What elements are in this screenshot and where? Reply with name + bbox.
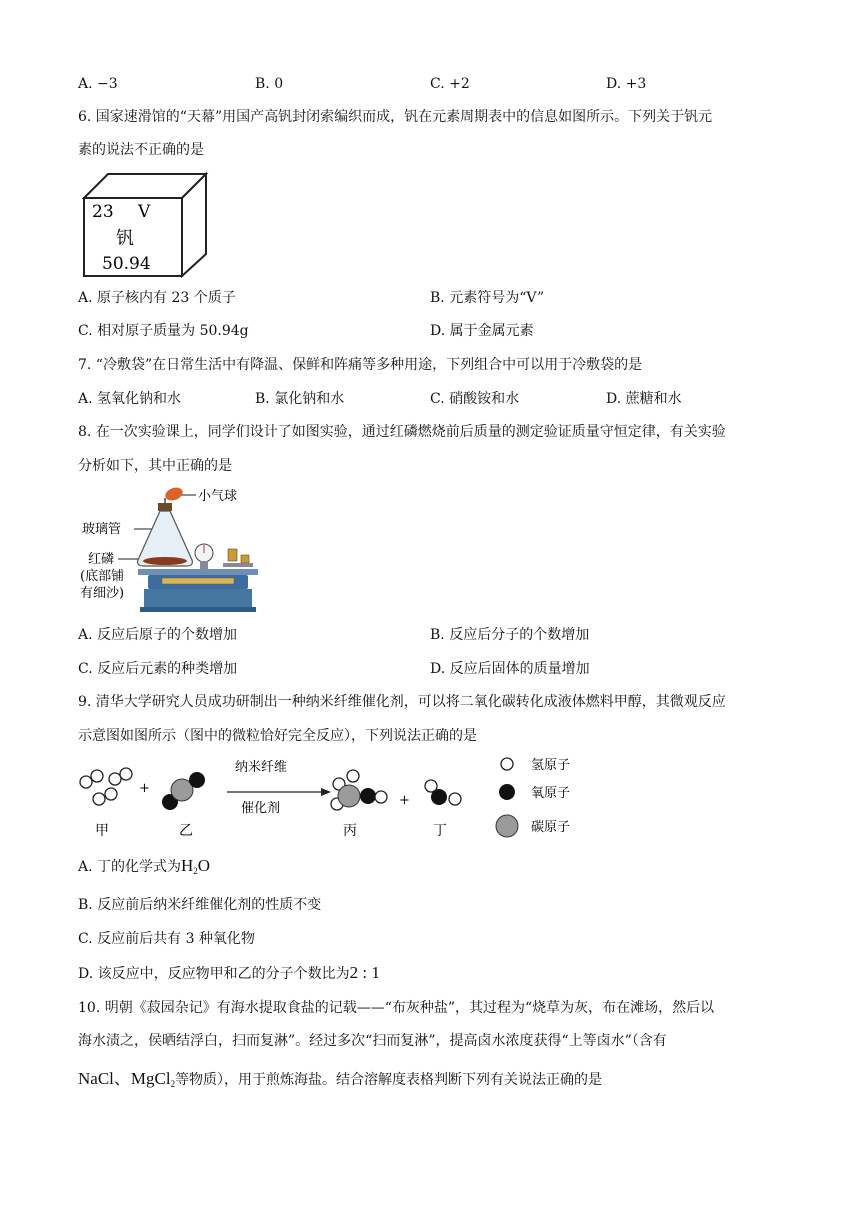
element-cell-figure: [80, 170, 210, 280]
label-tube: 玻璃管: [82, 522, 122, 537]
q9-option-a: [78, 856, 210, 881]
arrow-label-bottom: 催化剂: [241, 801, 281, 816]
element-symbol: V: [138, 202, 151, 222]
q5-option-d: D. +3: [606, 76, 647, 92]
reaction-micro-figure: [75, 752, 595, 842]
q7-option-c: C. 硝酸铵和水: [430, 391, 520, 407]
q10-stem-line2: 海水渍之，侯晒结浮白，扫而复淋”。经过多次“扫而复淋”，提高卤水浓度获得“上等卤水”（含有: [78, 1033, 667, 1049]
label-balloon: 小气球: [198, 489, 238, 504]
q6-stem-line2: 素的说法不正确的是: [78, 142, 204, 158]
q8-option-c: C. 反应后元素的种类增加: [78, 661, 238, 677]
q9-option-d-text: D. 该反应中，反应物甲和乙的分子个数比为: [78, 966, 350, 982]
ratio-value: 2 : 1: [349, 963, 380, 982]
label-phosphorus: 红磷: [88, 552, 115, 567]
q5-option-c: C. +2: [430, 76, 470, 92]
legend-carbon-icon: [496, 815, 518, 837]
label-jia: 甲: [95, 823, 109, 839]
element-name: 钒: [116, 228, 134, 249]
legend-carbon: 碳原子: [531, 820, 571, 835]
legend-hydrogen-icon: [501, 758, 513, 770]
arrow-label-top: 纳米纤维: [235, 760, 288, 775]
element-number: 23: [92, 202, 114, 222]
q8-stem-line1: 8. 在一次实验课上，同学们设计了如图实验，通过红磷燃烧前后质量的测定验证质量守恒定律，有关实验: [78, 424, 726, 440]
q9-stem-line2: 示意图如图所示（图中的微粒恰好完全反应），下列说法正确的是: [78, 728, 477, 744]
legend-oxygen-icon: [499, 784, 515, 800]
q8-option-b: B. 反应后分子的个数增加: [430, 627, 590, 643]
nacl-mgcl2-formula: NaCl、MgCl$_2$: [78, 1069, 176, 1089]
q6-option-d: D. 属于金属元素: [430, 323, 534, 339]
label-yi: 乙: [179, 823, 193, 839]
balance-experiment-figure: [78, 483, 278, 615]
q9-stem-line1: 9. 清华大学研究人员成功研制出一种纳米纤维催化剂，可以将二氧化碳转化成液体燃料甲醇，其微观反应: [78, 694, 726, 710]
q5-option-b: B. 0: [255, 76, 284, 92]
q7-option-b: B. 氯化钠和水: [255, 391, 345, 407]
q5-option-a: A. −3: [78, 76, 118, 92]
label-sand-2: 有细沙): [80, 586, 125, 601]
q7-stem: 7. “冷敷袋”在日常生活中有降温、保鲜和阵痛等多种用途，下列组合中可以用于冷敷袋的是: [78, 357, 643, 373]
q9-option-c: C. 反应前后共有 3 种氧化物: [78, 931, 255, 947]
q10-stem-line3: [78, 1069, 602, 1094]
q9-option-d: [78, 963, 380, 984]
q6-stem-line1: 6. 国家速滑馆的“天幕”用国产高钒封闭索编织而成，钒在元素周期表中的信息如图所示。下列关于钒元: [78, 109, 713, 125]
q8-option-d: D. 反应后固体的质量增加: [430, 661, 590, 677]
q7-option-d: D. 蔗糖和水: [606, 391, 682, 407]
q9-option-b: B. 反应前后纳米纤维催化剂的性质不变: [78, 897, 322, 913]
balloon-shape: [163, 485, 184, 502]
label-ding: 丁: [433, 823, 447, 839]
plus-sign-1: +: [139, 781, 150, 796]
label-sand-1: (底部铺: [80, 569, 125, 584]
legend-hydrogen: 氢原子: [531, 758, 571, 773]
legend-oxygen: 氧原子: [531, 786, 571, 801]
q9-option-a-text: A. 丁的化学式为: [78, 859, 182, 875]
q10-stem-line1: 10. 明朝《菽园杂记》有海水提取食盐的记载——“布灰种盐”，其过程为“烧草为灰，布在滩场，然后以: [78, 1000, 715, 1016]
element-mass: 50.94: [102, 254, 151, 274]
q10-stem-line3-rest: 等物质），用于煎炼海盐。结合溶解度表格判断下列有关说法正确的是: [175, 1072, 603, 1088]
h2o-formula: $H_2O$: [181, 856, 211, 876]
q6-option-c: C. 相对原子质量为 50.94g: [78, 323, 249, 339]
plus-sign-2: +: [399, 793, 410, 808]
q8-stem-line2: 分析如下，其中正确的是: [78, 458, 232, 474]
q6-option-a: A. 原子核内有 23 个质子: [78, 290, 236, 306]
label-bing: 丙: [343, 823, 357, 839]
q6-option-b: B. 元素符号为“V”: [430, 290, 545, 306]
q8-option-a: A. 反应后原子的个数增加: [78, 627, 238, 643]
q7-option-a: A. 氢氧化钠和水: [78, 391, 182, 407]
